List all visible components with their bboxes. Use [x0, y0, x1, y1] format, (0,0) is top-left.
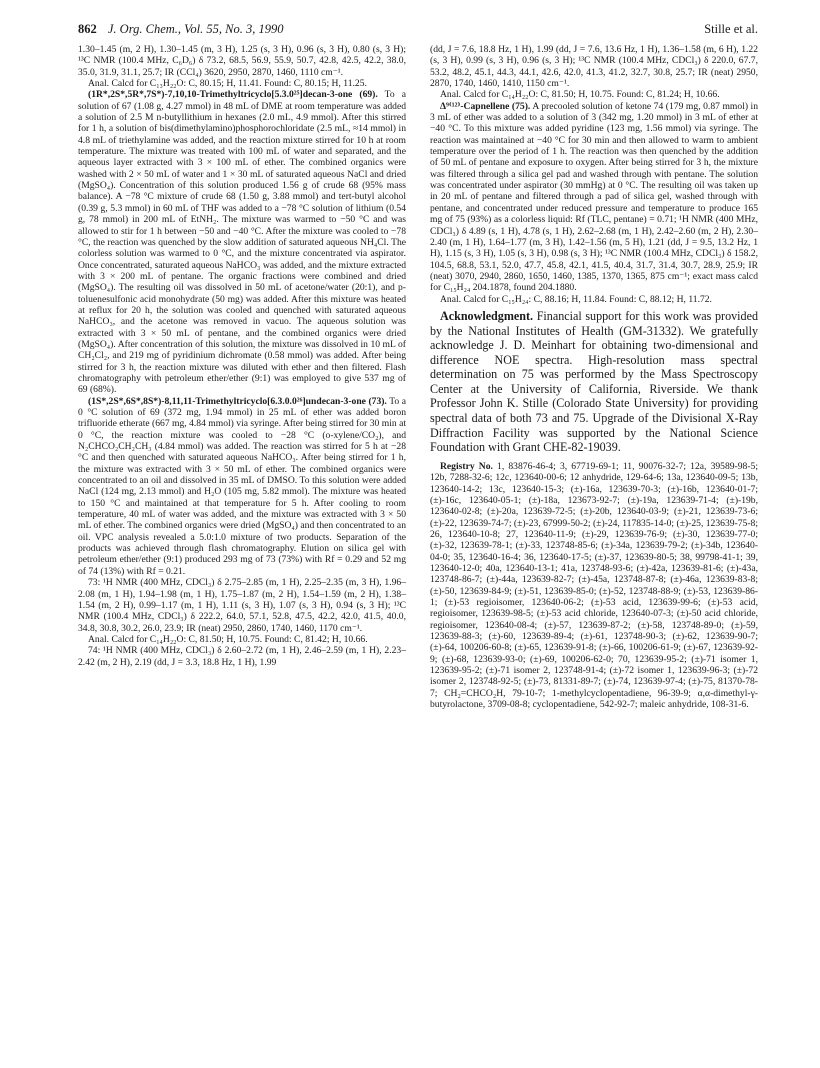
- procedure-paragraph: [430, 101, 758, 294]
- paragraph-text: Financial support for this work was provided by the National Institutes of Health (GM-31332). We gratefully acknowledge J. D. Meinhart for obtaining two-dimensional and difference NOE spectra. High-resolution mass spectral determination on 75 was performed by the Mass Spectroscopy Center at the University of California, Riverside. We thank Professor John K. Stille (Colorado State University) for providing spectral data of both 73 and 75. Upgrade of the Divisional X-Ray Diffraction Facility was supported by the National Science Foundation with Grant CHE-82-19039.: [430, 308, 758, 455]
- body-paragraph: [78, 645, 406, 668]
- paragraph-text: (dd, J = 7.6, 18.8 Hz, 1 H), 1.99 (dd, J = 7.6, 13.6 Hz, 1 H), 1.36–1.58 (m, 6 H), 1.22 (s, 3 H), 0.99 (s, 3 H), 0.96 (s, 3 H); ¹³C NMR (100.4 MHz, CDCl₃) δ 220.0, 67.7, 53.2, 48.2, 45.1, 44.3, 44.1, 42.6, 42.0, 41.3, 41.2, 32.7, 30.8, 25.7; IR (neat) 2950, 2870, 1740, 1460, 1410, 1150 cm⁻¹.: [430, 44, 758, 90]
- paragraph-text: Anal. Calcd for C₁₄H₂₂O: C, 81.50; H, 10.75. Found: C, 81.24; H, 10.66.: [440, 89, 720, 101]
- header-authors: Stille et al.: [704, 22, 758, 36]
- body-columns: [78, 44, 758, 710]
- paragraph-text: Anal. Calcd for C₁₅H₂₄: C, 88.16; H, 11.84. Found: C, 88.12; H, 11.72.: [440, 293, 712, 305]
- paragraph-text: Anal. Calcd for C₁₃H₂₂O: C, 80.15; H, 11.41. Found: C, 80.15; H, 11.25.: [88, 78, 367, 90]
- body-paragraph: [430, 89, 758, 100]
- journal-citation: J. Org. Chem., Vol. 55, No. 3, 1990: [107, 22, 284, 36]
- paragraph-heading: Acknowledgment.: [440, 308, 534, 323]
- paragraph-text: 74: ¹H NMR (400 MHz, CDCl₃) δ 2.60–2.72 (m, 1 H), 2.46–2.59 (m, 1 H), 2.23–2.42 (m, 2 H), 2.19 (dd, J = 3.3, 18.8 Hz, 1 H), 1.99: [78, 645, 406, 668]
- left-column: [78, 44, 406, 710]
- header-left: [78, 22, 283, 37]
- right-column: [430, 44, 758, 710]
- paragraph-text: 1.30–1.45 (m, 2 H), 1.30–1.45 (m, 3 H), 1.25 (s, 3 H), 0.96 (s, 3 H), 0.80 (s, 3 H); ¹³C NMR (100.4 MHz, C₆D₆) δ 73.2, 68.5, 56.9, 55.9, 50.7, 42.8, 42.5, 42.2, 38.0, 35.0, 31.9, 31.1, 25.7; IR (CCl₄) 3620, 2950, 2870, 1460, 1110 cm⁻¹.: [78, 44, 406, 78]
- paragraph-heading: Registry No.: [440, 460, 493, 472]
- body-paragraph: [78, 44, 406, 78]
- procedure-paragraph: [78, 89, 406, 395]
- running-header: [78, 22, 758, 42]
- paragraph-text: 73: ¹H NMR (400 MHz, CDCl₃) δ 2.75–2.85 (m, 1 H), 2.25–2.35 (m, 3 H), 1.96–2.08 (m, 1 H), 1.94–1.98 (m, 1 H), 1.75–1.87 (m, 2 H), 1.54–1.59 (m, 2 H), 1.38–1.54 (m, 2 H), 0.99–1.17 (m, 1 H), 1.11 (s, 3 H), 1.07 (s, 3 H), 0.94 (s, 3 H); ¹³C NMR (100.4 MHz, CDCl₃) δ 222.2, 64.0, 57.1, 52.8, 47.5, 42.2, 42.0, 41.5, 40.0, 34.8, 30.8, 30.2, 26.0, 23.9; IR (neat) 2950, 2860, 1740, 1460, 1170 cm⁻¹.: [78, 577, 406, 634]
- paragraph-text: 1, 83876-46-4; 3, 67719-69-1; 11, 90076-32-7; 12a, 39589-98-5; 12b, 7288-32-6; 12c, 123640-00-6; 12 anhydride, 129-64-6; 13a, 123640-09-5; 13b, 123640-14-2; 13c, 123640-15-3; (±)-16a, 123639-70-3; (±)-16b, 123640-01-7; (±)-16c, 123640-05-1; (±)-18a, 123673-92-7; (±)-19a, 123639-71-4; (±)-19b, 123640-02-8; (±)-20a, 123639-72-5; (±)-20b, 123640-03-9; (±)-21, 123639-73-6; (±)-22, 123639-74-7; (±)-23, 67999-50-2; (±)-24, 117835-14-0; (±)-25, 123639-75-8; 26, 123640-10-8; 27, 123640-11-9; (±)-29, 123639-76-9; (±)-30, 123639-77-0; (±)-32, 123639-78-1; (±)-33, 123748-85-6; (±)-34a, 123639-79-2; (±)-34b, 123640-04-0; 35, 123640-16-4; 36, 123640-17-5; (±)-37, 123639-80-5; 38, 99798-41-1; 39, 123640-12-0; 40a, 123640-13-1; 41a, 123748-93-6; (±)-42a, 123639-81-6; (±)-43a, 123748-86-7; (±)-44a, 123639-82-7; (±)-45a, 123748-87-8; (±)-46a, 123639-83-8; (±)-50, 123639-84-9; (±)-51, 123639-85-0; (±)-52, 123748-88-9; (±)-53, 123639-86-1; (±)-53 regioisomer, 123640-06-2; (±)-53 acid, 123639-99-6; (±)-53 acid, regioisomer, 123639-98-5; (±)-53 acid chloride, 123640-07-3; (±)-50 acid chloride, regioisomer, 123640-08-4; (±)-57, 123639-87-2; (±)-58, 123748-89-0; (±)-59, 123639-88-3; (±)-60, 123639-89-4; (±)-61, 123748-90-3; (±)-62, 123639-90-7; (±)-64, 100206-60-8; (±)-65, 123639-91-8; (±)-66, 100206-61-9; (±)-67, 123639-92-9; (±)-68, 123639-93-0; (±)-69, 100206-62-0; 70, 123639-95-2; (±)-71 isomer 1, 123639-95-2; (±)-71 isomer 2, 123748-91-4; (±)-72 isomer 1, 123639-96-3; (±)-72 isomer 2, 123748-92-5; (±)-73, 81331-89-7; (±)-74, 123639-97-4; (±)-75, 81370-78-7; CH₂=CHCO₂H, 79-10-7; 1-methylcyclopentadiene, 96-39-9; α,α-dimethyl-γ-butyrolactone, 3709-08-8; cyclopentadiene, 542-92-7; maleic anhydride, 108-31-6.: [430, 460, 758, 711]
- paragraph-text: To a solution of 67 (1.08 g, 4.27 mmol) in 48 mL of DME at room temperature was added a solution of 2.5 M n-butyllithium in hexanes (2.0 mL, 4.9 mmol). After this stirred for 1 h, a solution of bis(dimethylamino)phosphorochloridate (2.5 mL, ≈14 mmol) in 4.8 mL of triethylamine was added, and the reaction mixture stirred for 10 h at room temperature. The mixture was treated with 100 mL of water and separated, and the aqueous layer extracted with 3 × 100 mL of ether. The combined organics were washed with 2 × 50 mL of water and 1 × 30 mL of saturated aqueous NaCl and dried (MgSO₄). Concentration of this solution produced 1.56 g of crude 68 (95% mass balance). A −78 °C mixture of crude 68 (1.50 g, 3.88 mmol) and tert-butyl alcohol (0.39 g, 5.3 mmol) in 60 mL of THF was added to a −78 °C solution of lithium (0.54 g, 78 mmol) in 200 mL of EtNH₂. The mixture was warmed to −50 °C and was allowed to stir for 1 h between −50 and −40 °C. After the mixture was cooled to −78 °C, the reaction was quenched by the slow addition of saturated aqueous NH₄Cl. The colorless solution was warmed to 0 °C, and the mixture concentrated via aspirator. Once concentrated, saturated aqueous NaHCO₃ was added, and the mixture extracted with 3 × 200 mL of pentane. The organic fractions were combined and dried (MgSO₄). The resulting oil was dissolved in 50 mL of acetone/water (20:1), and p-toluenesulfonic acid monohydrate (50 mg) was added. After this mixture was heated at reflux for 20 h, the solution was cooled and quenched with saturated aqueous NaHCO₃, and the acetone was removed in vacuo. The aqueous solution was extracted with 3 × 50 mL of pentane, and the combined organics were dried (MgSO₄). After concentration of this solution, the mixture was dissolved in 10 mL of CH₂Cl₂, and 219 mg of pyridinium dichromate (0.58 mmol) was added. After being stirred for 3 h, the reaction mixture was diluted with ether and then filtered. Flash chromatography with petroleum ether/ether (9:1) was employed to give 537 mg of 69 (68%).: [78, 89, 406, 396]
- registry-paragraph: [430, 461, 758, 711]
- paragraph-text: To a 0 °C solution of 69 (372 mg, 1.94 mmol) in 25 mL of ether was added boron trifluoride etherate (667 mg, 4.84 mmol) via syringe. After being stirred for 30 min at 0 °C, the reaction mixture was cooled to −28 °C (o-xylene/CO₂), and N₂CHCO₂CH₂CH₃ (4.84 mmol) was added. The reaction was stirred for 5 h at −28 °C and then quenched with saturated aqueous NaHCO₃. After being stirred for 1 h, the mixture was extracted with 3 × 50 mL of ether. The combined organics were concentrated to an oil and dissolved in 35 mL of DMSO. To this solution were added NaCl (124 mg, 2.13 mmol) and H₂O (105 mg, 5.82 mmol). The mixture was heated to 150 °C and maintained at that temperature for 5 h. After cooling to room temperature, 40 mL of water was added, and the mixture was extracted with 3 × 50 mL of ether. The combined organics were dried (MgSO₄) and then concentrated to an oil. VPC analysis revealed a 5.0:1.0 mixture of two products. Separation of the products was achieved through flash chromatography. Elution on silica gel with petroleum ether/ether (9:1) produced 293 mg of 73 (73%) with Rf = 0.29 and 52 mg of 74 (13%) with Rf = 0.21.: [78, 395, 406, 577]
- paragraph-heading: Δ⁹⁽¹²⁾-Capnellene (75).: [440, 100, 531, 112]
- body-paragraph: [78, 78, 406, 89]
- body-paragraph: [430, 294, 758, 305]
- acknowledgment-paragraph: [430, 309, 758, 455]
- procedure-paragraph: [78, 396, 406, 578]
- paragraph-text: Anal. Calcd for C₁₄H₂₂O: C, 81.50; H, 10.75. Found: C, 81.42; H, 10.66.: [88, 633, 368, 645]
- page-number: 862: [78, 22, 97, 36]
- body-paragraph: [430, 44, 758, 89]
- paragraph-heading: (1S*,2S*,6S*,8S*)-8,11,11-Trimethyltricyclo[6.3.0.0²⁶]undecan-3-one (73).: [88, 395, 387, 407]
- body-paragraph: [78, 634, 406, 645]
- body-paragraph: [78, 577, 406, 634]
- paragraph-heading: (1R*,2S*,5R*,7S*)-7,10,10-Trimethyltricyclo[5.3.0²⁵]decan-3-one (69).: [88, 89, 378, 101]
- paragraph-text: A precooled solution of ketone 74 (179 mg, 0.87 mmol) in 3 mL of ether was added to a solution of 3 (342 mg, 1.20 mmol) in 3 mL of ether at −40 °C. To this mixture was added pyridine (123 mg, 1.56 mmol) via syringe. The reaction was maintained at −40 °C for 30 min and then allowed to warm to ambient temperature over the period of 1 h. The reaction was then quenched by the addition of 50 mL of pentane and exposure to oxygen. After being stirred for 3 h, the mixture was filtered through a silica gel pad and washed through with pentane. The solution was concentrated under aspirator (30 mmHg) at 0 °C. The resulting oil was taken up in 20 mL of pentane and filtered through a pad of silica gel, washed through with pentane, and concentrated under reduced pressure and temperature to produce 165 mg of 75 (93%) as a colorless liquid: Rf (TLC, pentane) = 0.71; ¹H NMR (400 MHz, CDCl₃) δ 4.89 (s, 1 H), 4.78 (s, 1 H), 2.62–2.68 (m, 1 H), 2.42–2.60 (m, 2 H), 2.30–2.40 (m, 1 H), 1.64–1.77 (m, 3 H), 1.42–1.56 (m, 5 H), 1.21 (dd, J = 9.5, 13.2 Hz, 1 H), 1.15 (s, 3 H), 1.05 (s, 3 H), 0.98 (s, 3 H); ¹³C NMR (100.4 MHz, CDCl₃) δ 158.2, 104.5, 68.8, 53.1, 52.0, 47.7, 45.8, 42.1, 41.5, 40.4, 31.7, 31.4, 30.7, 28.9, 25.9; IR (neat) 3070, 2940, 2860, 1650, 1460, 1385, 1370, 1365, 875 cm⁻¹; exact mass calcd for C₁₅H₂₄ 204.1878, found 204.1880.: [430, 100, 759, 294]
